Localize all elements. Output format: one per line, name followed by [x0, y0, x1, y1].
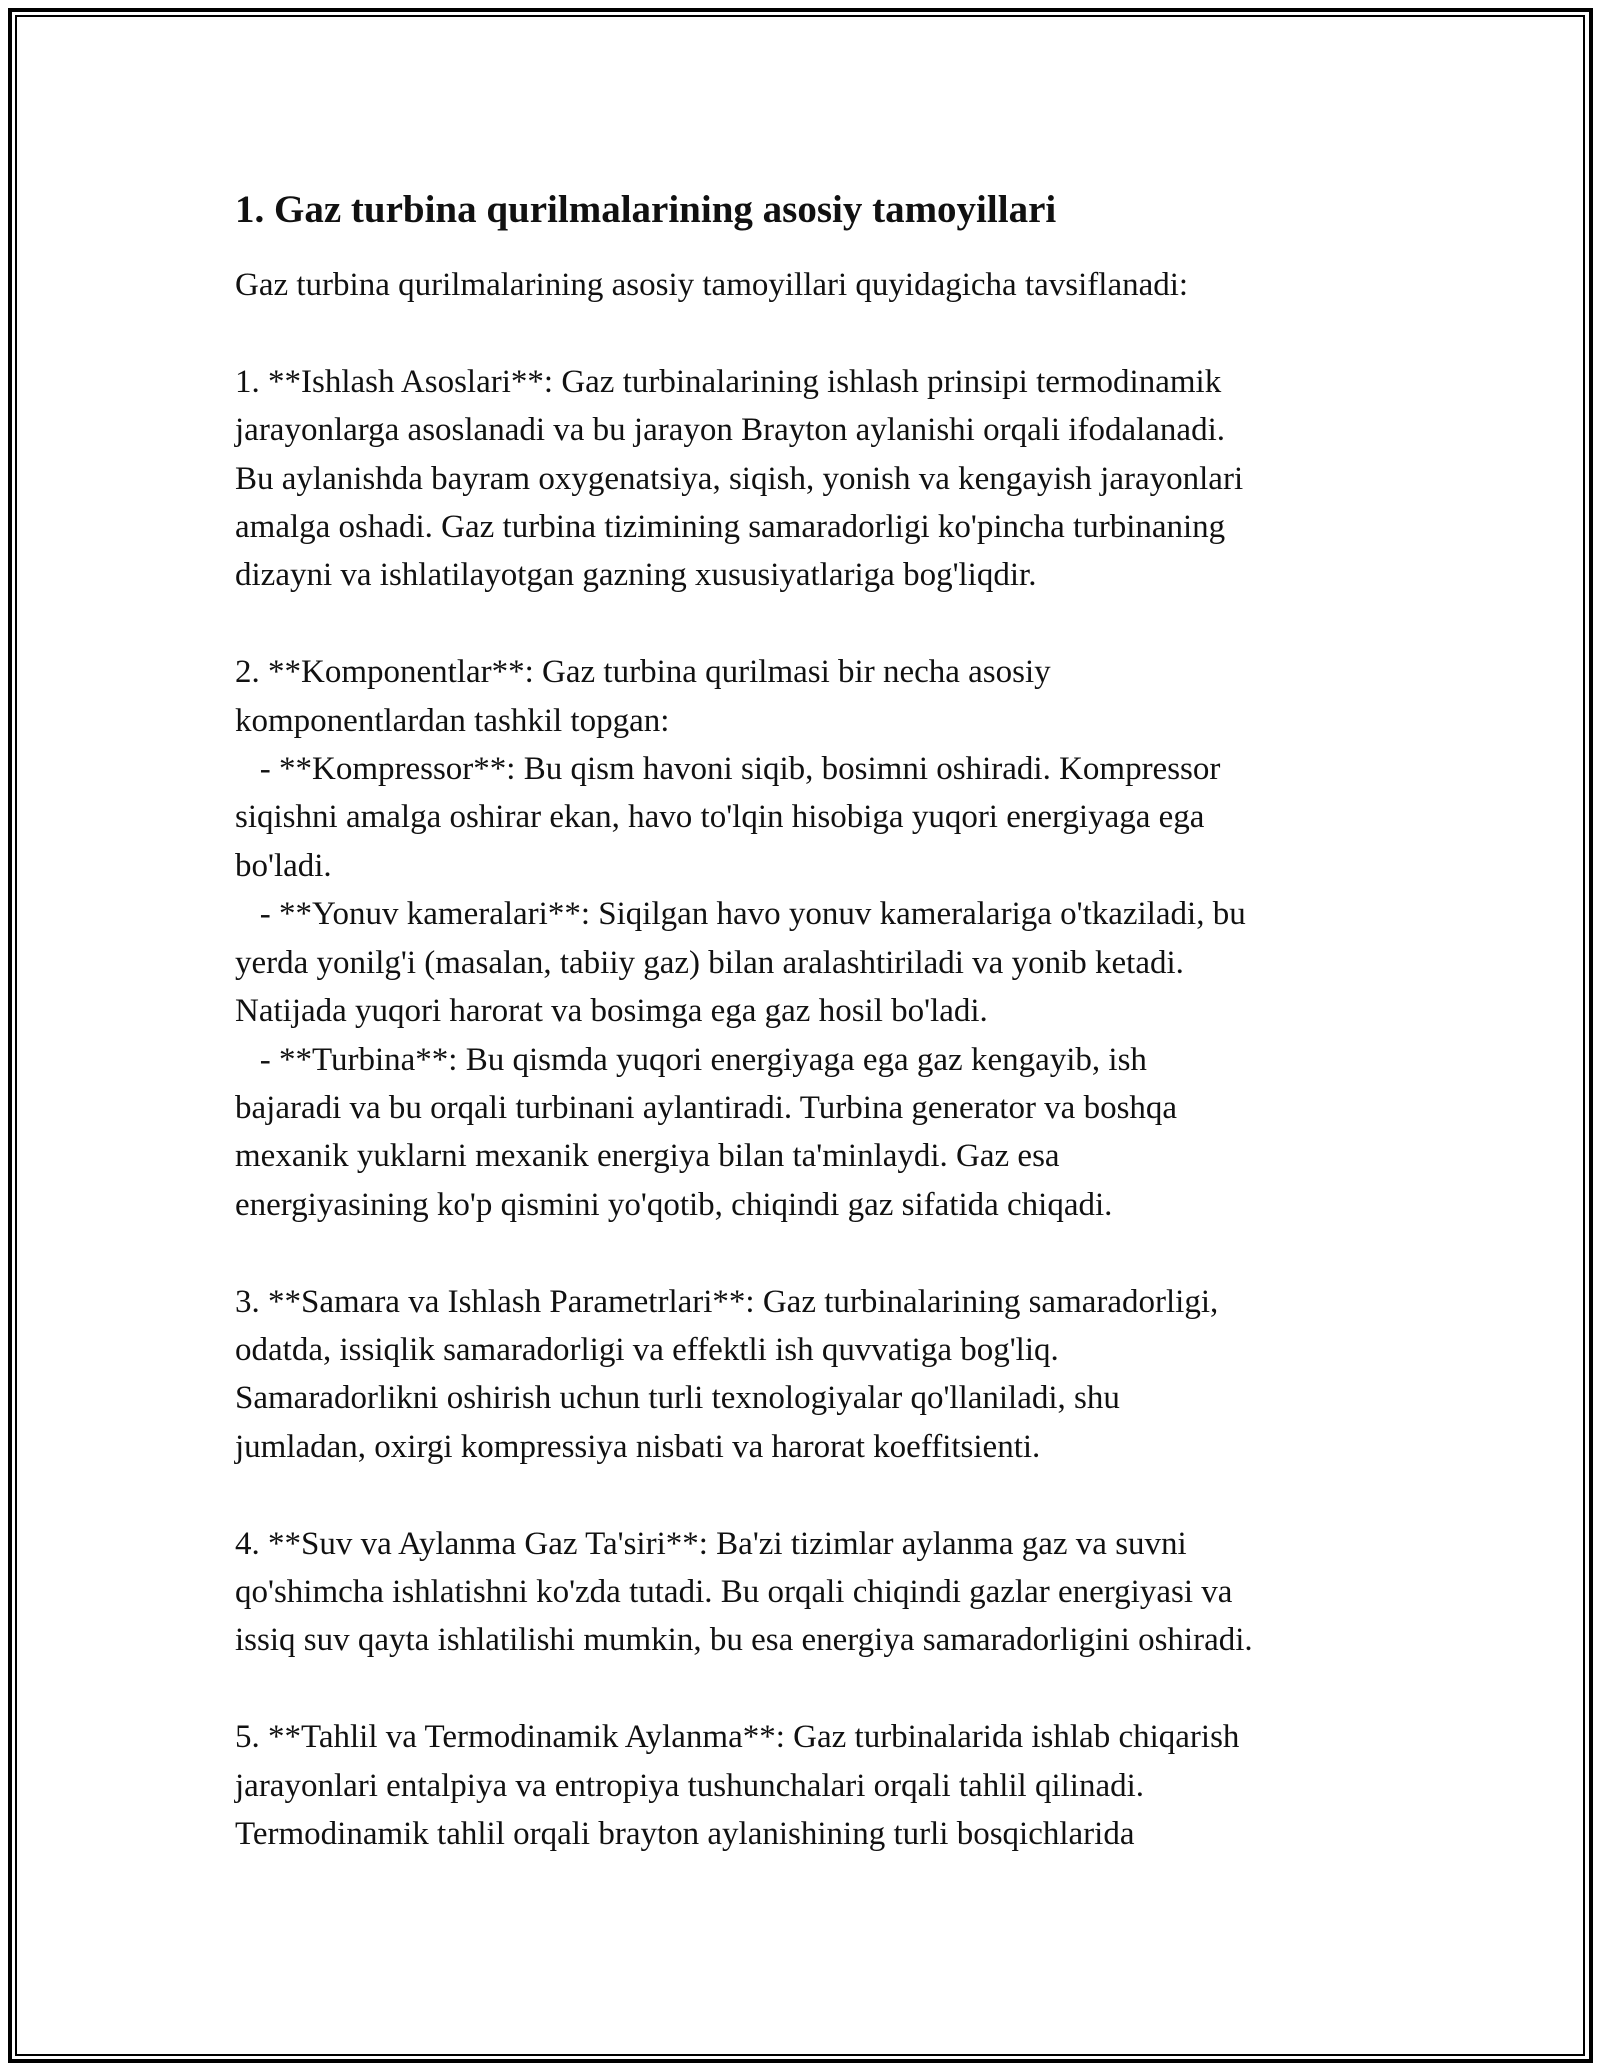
section-suv-aylanma-gaz: 4. **Suv va Aylanma Gaz Ta'siri**: Ba'zi tizimlar aylanma gaz va suvni qo'shimcha ishlatishni ko'zda tutadi. Bu orqali chiqindi gazlar energiyasi va issiq suv qayta ishlatilishi mumkin, bu esa energiya samaradorligini oshiradi. [235, 1525, 1253, 1659]
section-ishlash-asoslari: 1. **Ishlash Asoslari**: Gaz turbinalarining ishlash prinsipi termodinamik jarayonlarga asoslanadi va bu jarayon Brayton aylanishi orqali ifodalanadi. Bu aylanishda bayram oxygenatsiya, siqish, yonish va kengayish jarayonlari amalga oshadi. Gaz turbina tizimining samaradorligi ko'pincha turbinaning dizayni va ishlatilayotgan gazning xususiyatlariga bog'liqdir. [235, 363, 1244, 594]
section-samara-parametrlari: 3. **Samara va Ishlash Parametrlari**: Gaz turbinalarining samaradorligi, odatda, issiqlik samaradorligi va effektli ish quvvatiga bog'liq. Samaradorlikni oshirish uchun turli texnologiyalar qo'llaniladi, shu jumladan, oxirgi kompressiya nisbati va harorat koeffitsienti. [235, 1283, 1219, 1465]
section-komponentlar: 2. **Komponentlar**: Gaz turbina qurilmasi bir necha asosiy komponentlardan tashkil topgan: - **Kompressor**: Bu qism havoni siqib, bosimni oshiradi. Kompressor siqishni amalga oshirar ekan, havo to'lqin hisobiga yuqori energiyaga ega bo'ladi. - **Yonuv kameralari**: Siqilgan havo yonuv kameralariga o'tkaziladi, bu yerda yonilg'i (masalan, tabiiy gaz) bilan aralashtiriladi va yonib ketadi. Natijada yuqori harorat va bosimga ega gaz hosil bo'ladi. - **Turbina**: Bu qismda yuqori energiyaga ega gaz kengayib, ish bajaradi va bu orqali turbinani aylantiradi. Turbina generator va boshqa mexanik yuklarni mexanik energiya bilan ta'minlaydi. Gaz esa energiyasining ko'p qismini yo'qotib, chiqindi gaz sifatida chiqadi. [235, 654, 1246, 1223]
document-body [235, 185, 1375, 1858]
section-tahlil-termodinamik: 5. **Tahlil va Termodinamik Aylanma**: Gaz turbinalarida ishlab chiqarish jarayonlari entalpiya va entropiya tushunchalari orqali tahlil qilinadi. Termodinamik tahlil orqali brayton aylanishining turli bosqichlarida [235, 1719, 1240, 1852]
paragraph-spacer [235, 1665, 1375, 1713]
paragraph-spacer [235, 1229, 1375, 1277]
paragraph-spacer [235, 600, 1375, 648]
intro-paragraph: Gaz turbina qurilmalarining asosiy tamoyillari quyidagicha tavsiflanadi: [235, 267, 1189, 303]
paragraph-spacer [235, 309, 1375, 357]
paragraph-spacer [235, 1471, 1375, 1519]
section-heading: 1. Gaz turbina qurilmalarining asosiy tamoyillari [235, 188, 1057, 231]
